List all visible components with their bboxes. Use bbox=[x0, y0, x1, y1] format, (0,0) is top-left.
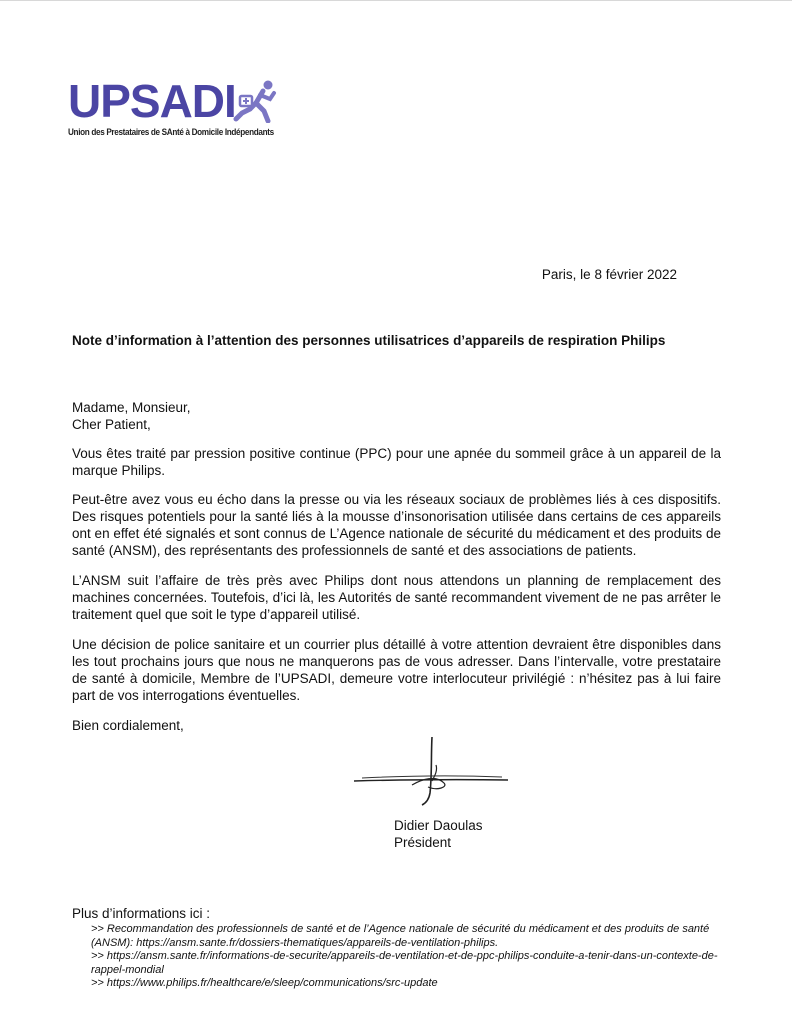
paragraph-3: L’ANSM suit l’affaire de très près avec Philips dont nous attendons un planning de remplacement des machines concernées. Toutefois, d’ici là, les Autorités de santé recommandent vivement de ne pas arrêter le traitement quel que soit le type d’appareil utilisé. bbox=[72, 573, 721, 622]
closing-line: Bien cordialement, bbox=[72, 718, 184, 733]
logo-wordmark: UPSADI bbox=[68, 75, 236, 127]
upsadi-logo bbox=[68, 77, 288, 141]
more-info-link[interactable]: >> https://www.philips.fr/healthcare/e/sleep/communications/src-update bbox=[91, 977, 438, 989]
more-info-title: Plus d’informations ici : bbox=[72, 906, 211, 921]
running-person-with-kit-icon bbox=[230, 79, 278, 123]
salutation-line-1: Madame, Monsieur, bbox=[72, 400, 191, 415]
letter-date: Paris, le 8 février 2022 bbox=[541, 267, 677, 282]
more-info-link[interactable]: >> https://ansm.sante.fr/informations-de-securite/appareils-de-ventilation-et-de-ppc-philips-conduite-a-tenir-dans-un-contexte-de-rappel-mondial bbox=[91, 950, 718, 976]
handwritten-signature bbox=[352, 735, 510, 807]
paragraph-1: Vous êtes traité par pression positive continue (PPC) pour une apnée du sommeil grâce à un appareil de la marque Philips. bbox=[72, 446, 721, 478]
logo-subtitle: Union des Prestataires de SAnté à Domicile Indépendants bbox=[68, 127, 274, 138]
signer-title: Président bbox=[394, 835, 452, 850]
paragraph-2: Peut-être avez vous eu écho dans la presse ou via les réseaux sociaux de problèmes liés à ces dispositifs. Des risques potentiels pour la santé liés à la mousse d’insonorisation utilisée dans certains de ces appareils ont en effet été signalés et sont connus de L’Agence nationale de sécurité du médicament et des produits de santé (ANSM), des représentants des professionnels de santé et des associations de patients. bbox=[72, 492, 721, 558]
paragraph-4: Une décision de police sanitaire et un courrier plus détaillé à votre attention devraient être disponibles dans les tout prochains jours que nous ne manquerons pas de vous adresser. Dans l’intervalle, votre prestataire de santé à domicile, Membre de l’UPSADI, demeure votre interlocuteur privilégié : n’hésitez pas à lui faire part de vos interrogations éventuelles. bbox=[72, 637, 721, 703]
more-info-link[interactable]: >> Recommandation des professionnels de santé et de l’Agence nationale de sécurité du médicament et des produits de santé (ANSM): https://ansm.sante.fr/dossiers-thematiques/appareils-de-ventilation-philips. bbox=[91, 923, 710, 949]
more-info-links bbox=[91, 923, 731, 991]
letter-subject: Note d’information à l’attention des personnes utilisatrices d’appareils de respiration Philips bbox=[72, 333, 666, 348]
salutation-line-2: Cher Patient, bbox=[72, 417, 151, 432]
signer-name: Didier Daoulas bbox=[394, 818, 483, 833]
